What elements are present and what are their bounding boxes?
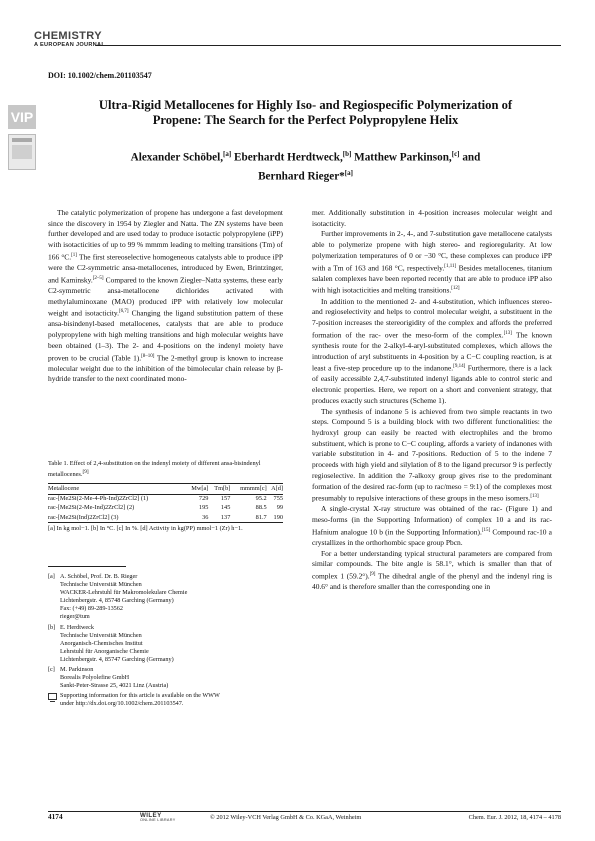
supporting-info-note: Supporting information for this article is available on the WWW under http://dx.doi.org/10.1002/chem.201103547. <box>48 692 283 708</box>
column-header: A[d] <box>267 483 283 494</box>
body-column-left <box>48 208 283 385</box>
affiliation-b: [b] E. Herdtweck Technische Universität München Anorganisch-Chemisches Institut Lehrstuhl für Anorganische Chemie Lichtenbergstr. 4, 85747 Garching (Germany) <box>48 623 174 663</box>
author: Matthew Parkinson, <box>351 151 452 164</box>
citation: [6,7] <box>118 309 129 315</box>
citation: [15] <box>481 527 491 533</box>
data-table <box>48 483 283 524</box>
header-rule <box>96 45 561 46</box>
paragraph: mer. Additionally substitution in 4-position increases molecular weight and isotacticity. <box>312 208 552 228</box>
body-column-right <box>312 208 552 593</box>
journal-subtitle: A EUROPEAN JOURNAL <box>34 42 106 48</box>
citation: [9] <box>369 572 376 578</box>
footer-rule <box>48 811 561 812</box>
copyright-notice: © 2012 Wiley-VCH Verlag GmbH & Co. KGaA, Weinheim <box>210 814 362 821</box>
paragraph: The catalytic polymerization of propene has undergone a fast development since the discovery in 1954 by Ziegler and Natta. The ZN systems have been further developed and are used today to produce isotactic polypropylene (iPP) with isotacticities of up to 99 % mmmm leading to melting transitions (Tm) of 166 °C.[1] The first stereoselective homogeneous catalysts able to produce iPP were the C2-symmetric ansa-metallocenes, introduced by Ewen, Brintzinger, and Kaminsky.[2–5] Compared to the known Ziegler–Natta systems, these early C2-symmetric ansa-metallocene dichlorides activated with methylaluminoxane (MAO) produced iPP with relatively low molecular weight and isotacticity.[6,7] Changing the ligand substitution pattern of these ansa-bisindenyl-based metallocenes, catalysts that are able to produce polypropylene with high melting transitions and high molecular weights have been obtained (1–3). The 2- and 4-positions on the indenyl moiety have proven to be crucial (Table 1).[8–10] The 2-methyl group is known to increase molecular weight due to the inhibition of the bimolecular chain release by β-hydride transfer to the next coordinated mono- <box>48 208 284 384</box>
citation: [13] <box>530 494 539 500</box>
table-header-row <box>48 483 283 494</box>
column-header: Tm[b] <box>208 483 230 494</box>
citation: [1] <box>71 252 77 258</box>
footnote-rule <box>48 566 126 567</box>
journal-cover-icon <box>8 134 36 170</box>
citation: [9,14] <box>453 364 466 370</box>
paragraph: For a better understanding typical structural parameters are compared from similar compounds. The bite angle is 58.1°, which is smaller than that of complex 1 (59.2°).[9] The dihedral angle of the phenyl and the indenyl ring is 40.6° and is therefore smaller than the corresponding one in <box>312 548 552 592</box>
journal-name: CHEMISTRY <box>34 30 102 42</box>
journal-masthead <box>34 30 105 48</box>
paragraph: Further improvements in 2-, 4-, and 7-substitution gave metallocene catalysts able to polymerize propene with high stereo- and regioregularity. At low polymerization temperatures of 0 or −30 °C, these complexes can produce iPP with a Tm of 163 and 168 °C, respectively.[1,11] Besides metallocenes, titanium salalen complexes have been reported recently that are able to produce iPP also with high isotacticities and melting transitions.[12] <box>312 229 552 295</box>
author: Eberhardt Herdtweck, <box>231 151 343 164</box>
citation: [1,11] <box>444 263 457 269</box>
page-number: 4174 <box>48 812 63 821</box>
journal-reference: Chem. Eur. J. 2012, 18, 4174 – 4178 <box>468 814 561 821</box>
paragraph: A single-crystal X-ray structure was obtained of the rac- (Figure 1) and meso-forms (in the Supporting Information) of complex 10 a and its rac-Hafnium analogue 10 b (in the Supporting Information).[15] Compound rac-10 a crystallizes in the orthorhombic space group Pbcn. <box>312 504 552 547</box>
citation: [13] <box>503 330 512 336</box>
paragraph: The synthesis of indanone 5 is achieved from two simple reactants in two steps. Compound 5 is a building block with two different functionalities: the hydroxyl group can easily be reacted with electrophiles and the bromo substituent, which is prone to C−C coupling, affords a variety of indanones with variable substitution in 4- and 7-positions. Reduction of 5 to the indene 7 proceeds with high yield and silylation of 8 to the ligand precursor 9 is perfectly regioselective. In addition the 7-alkoxy group gives rise to the predominant formation of the desired rac-form (up to rac/meso = 9:1) of the complexes most presumably to repulsive interactions of these groups in the meso isomers.[13] <box>312 406 552 503</box>
wiley-online-library-logo: WILEY ONLINE LIBRARY <box>140 812 176 822</box>
affiliations <box>48 573 283 709</box>
citation: [12] <box>451 286 460 292</box>
column-header: Mw[a] <box>185 483 208 494</box>
column-header: mmmm[c] <box>230 483 266 494</box>
supporting-info-link[interactable]: under http://dx.doi.org/10.1002/chem.201103547. <box>60 700 184 708</box>
email-link[interactable]: rieger@tum <box>60 613 90 621</box>
table-footnotes: [a] In kg mol−1. [b] In °C. [c] In %. [d] Activity in kg(PP) mmol−1 (Zr) h−1. <box>48 525 243 533</box>
citation: [8–10] <box>141 353 155 359</box>
citation: [2–5] <box>92 275 104 281</box>
column-header: Metallocene <box>48 483 185 494</box>
affiliation-c: [c] M. Parkinson Borealis Polyolefine GmbH Sankt-Peter-Strasse 25, 4021 Linz (Austria) <box>48 666 169 690</box>
author: Bernhard Rieger* <box>258 170 345 183</box>
paragraph: In addition to the mentioned 2- and 4-substitution, which influences stereo- and regioselectivity and helps to control molecular weight, a substituent in the 7-position increases the stereorigidity of the complex and affords the preferred formation of the rac- over the meso-form of the complex.[13] The known synthesis route for the 2-alkyl-4-aryl-substituted complexes, which allows the introduction of aryl substituents in 4-position by a C−C coupling reaction, is at least a five-step procedure up to the indanone.[9,14] Furthermore, there is a lack of easily accessible 2,4,7-substituted indenyl ligands able to control steric and electronic properties. Here, we report on a short and convenient strategy, that produces exactly such structures (Scheme 1). <box>312 296 552 405</box>
computer-icon <box>48 693 57 700</box>
table-row: rac-[Me2Si(Ind)2ZrCl2] (3) 36 137 81.7 190 <box>48 513 283 521</box>
affiliation-a: [a] A. Schöbel, Prof. Dr. B. Rieger Technische Universität München WACKER-Lehrstuhl für Makromolekulare Chemie Lichtenbergstr. 4, 85748 Garching (Germany) Fax: (+49) 89-289-13562 rieger@tum <box>48 573 188 621</box>
vip-badge: VIP <box>8 105 36 129</box>
doi-line: DOI: 10.1002/chem.201103547 <box>48 71 152 80</box>
table-row: rac-[Me2Si(2-Me-4-Ph-Ind)2ZrCl2] (1) 729 157 95.2 755 <box>48 495 283 503</box>
table-1 <box>48 460 283 534</box>
table-caption: Table 1. Effect of 2,4-substitution on the indenyl moiety of different ansa-bisindenyl metallocenes.[9] <box>48 460 261 479</box>
article-title: Ultra-Rigid Metallocenes for Highly Iso- and Regiospecific Polymerization of Propene: The Search for the Perfect Polypropylene Helix <box>98 98 513 127</box>
table-row: rac-[Me2Si(2-Me-Ind)2ZrCl2] (2) 195 145 88.5 99 <box>48 504 283 512</box>
author-list: Alexander Schöbel,[a] Eberhardt Herdtweck,[b] Matthew Parkinson,[c] and Bernhard Rieger*[a] <box>130 150 481 183</box>
author: Alexander Schöbel, <box>130 151 224 164</box>
